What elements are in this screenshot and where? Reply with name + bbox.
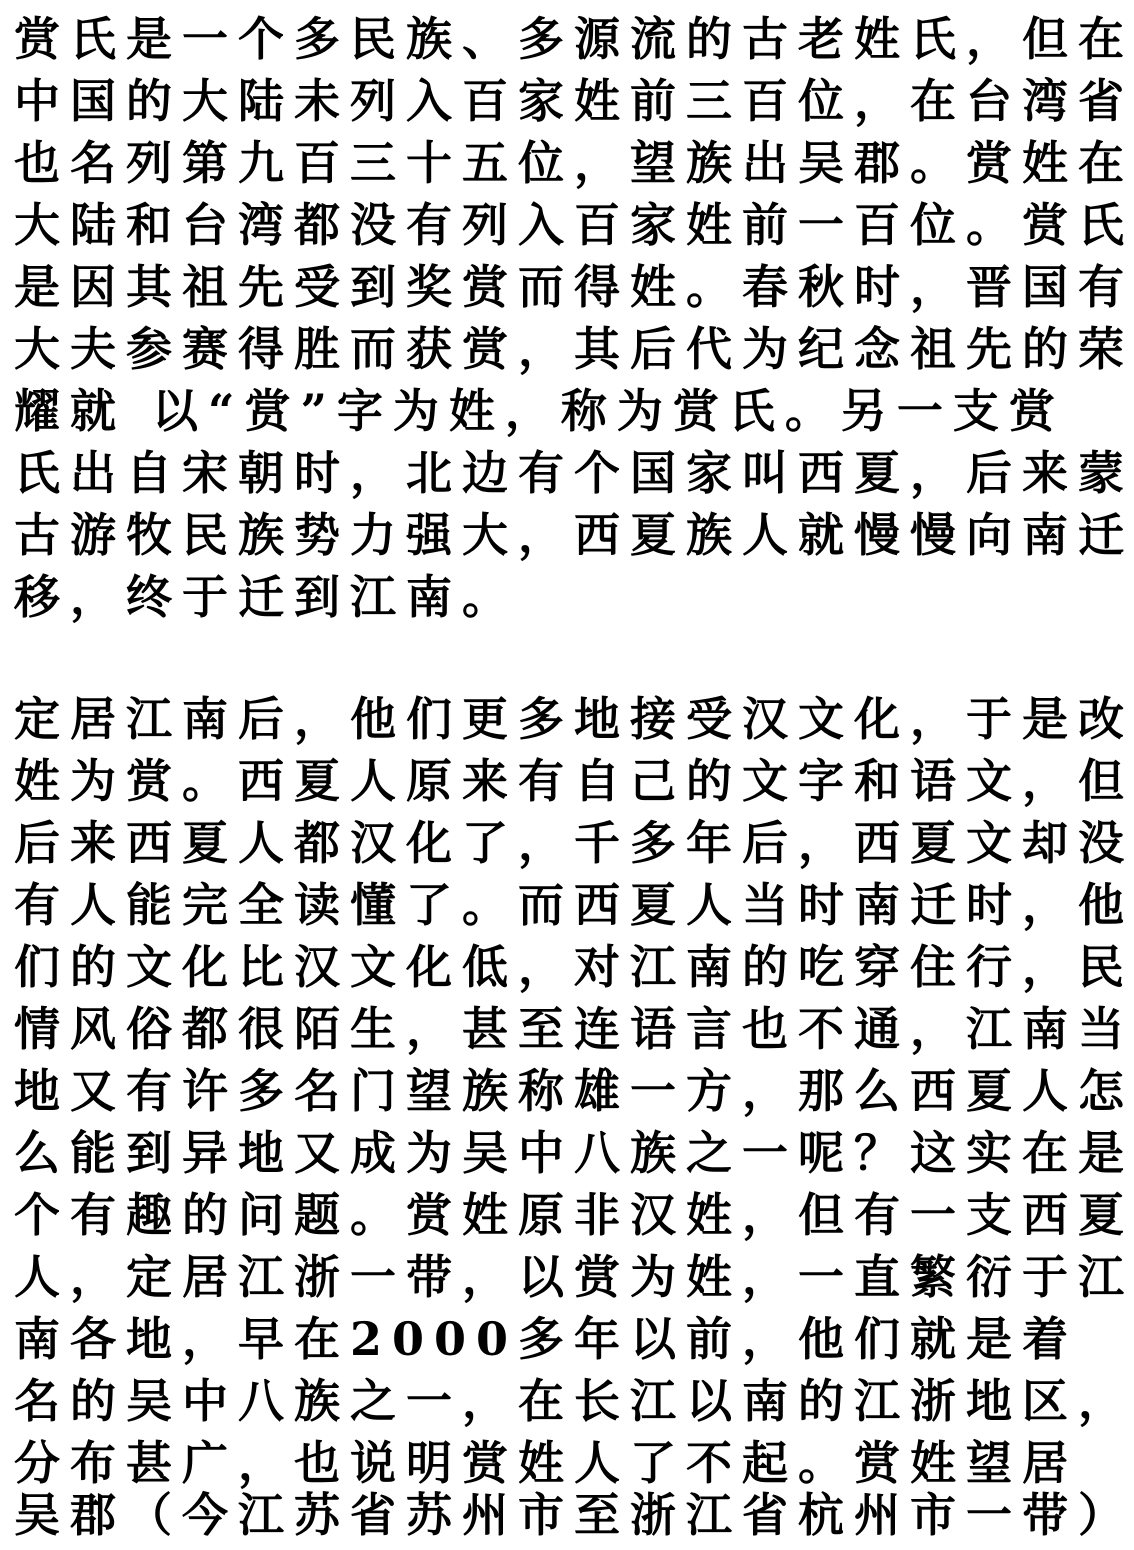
text-line: 是因其祖先受到奖赏而得姓。春秋时，晋国有: [14, 260, 1134, 314]
text-line: 吴郡（今江苏省苏州市至浙江省杭州市一带）: [14, 1488, 1134, 1542]
text-line: 大陆和台湾都没有列入百家姓前一百位。赏氏: [14, 198, 1134, 252]
text-line: 们的文化比汉文化低，对江南的吃穿住行，民: [14, 940, 1134, 994]
text-line: 个有趣的问题。赏姓原非汉姓，但有一支西夏: [14, 1188, 1134, 1242]
text-line: 耀就 以“赏”字为姓，称为赏氏。另一支赏: [14, 384, 1065, 438]
text-line: 情风俗都很陌生，甚至连语言也不通，江南当: [14, 1002, 1134, 1056]
text-line: 后来西夏人都汉化了，千多年后，西夏文却没: [14, 816, 1134, 870]
text-line: 移，终于迁到江南。: [14, 570, 518, 624]
text-line: 古游牧民族势力强大，西夏族人就慢慢向南迁: [14, 508, 1134, 562]
text-line: 有人能完全读懂了。而西夏人当时南迁时，他: [14, 878, 1134, 932]
text-line: 赏氏是一个多民族、多源流的古老姓氏，但在: [14, 12, 1134, 66]
text-line: 分布甚广，也说明赏姓人了不起。赏姓望居: [14, 1436, 1078, 1490]
text-line: 么能到异地又成为吴中八族之一呢？这实在是: [14, 1126, 1134, 1180]
text-line: 地又有许多名门望族称雄一方，那么西夏人怎: [14, 1064, 1134, 1118]
text-line: 名的吴中八族之一，在长江以南的江浙地区，: [14, 1374, 1134, 1428]
text-line: 大夫参赛得胜而获赏，其后代为纪念祖先的荣: [14, 322, 1134, 376]
text-line: 南各地，早在2000多年以前，他们就是着: [14, 1312, 1079, 1366]
text-line: 也名列第九百三十五位，望族出吴郡。赏姓在: [14, 136, 1134, 190]
text-line: 氏出自宋朝时，北边有个国家叫西夏，后来蒙: [14, 446, 1134, 500]
text-line: 人，定居江浙一带，以赏为姓，一直繁衍于江: [14, 1250, 1134, 1304]
text-line: 中国的大陆未列入百家姓前三百位，在台湾省: [14, 74, 1134, 128]
text-line: 姓为赏。西夏人原来有自己的文字和语文，但: [14, 754, 1134, 808]
text-line: 定居江南后，他们更多地接受汉文化，于是改: [14, 692, 1134, 746]
